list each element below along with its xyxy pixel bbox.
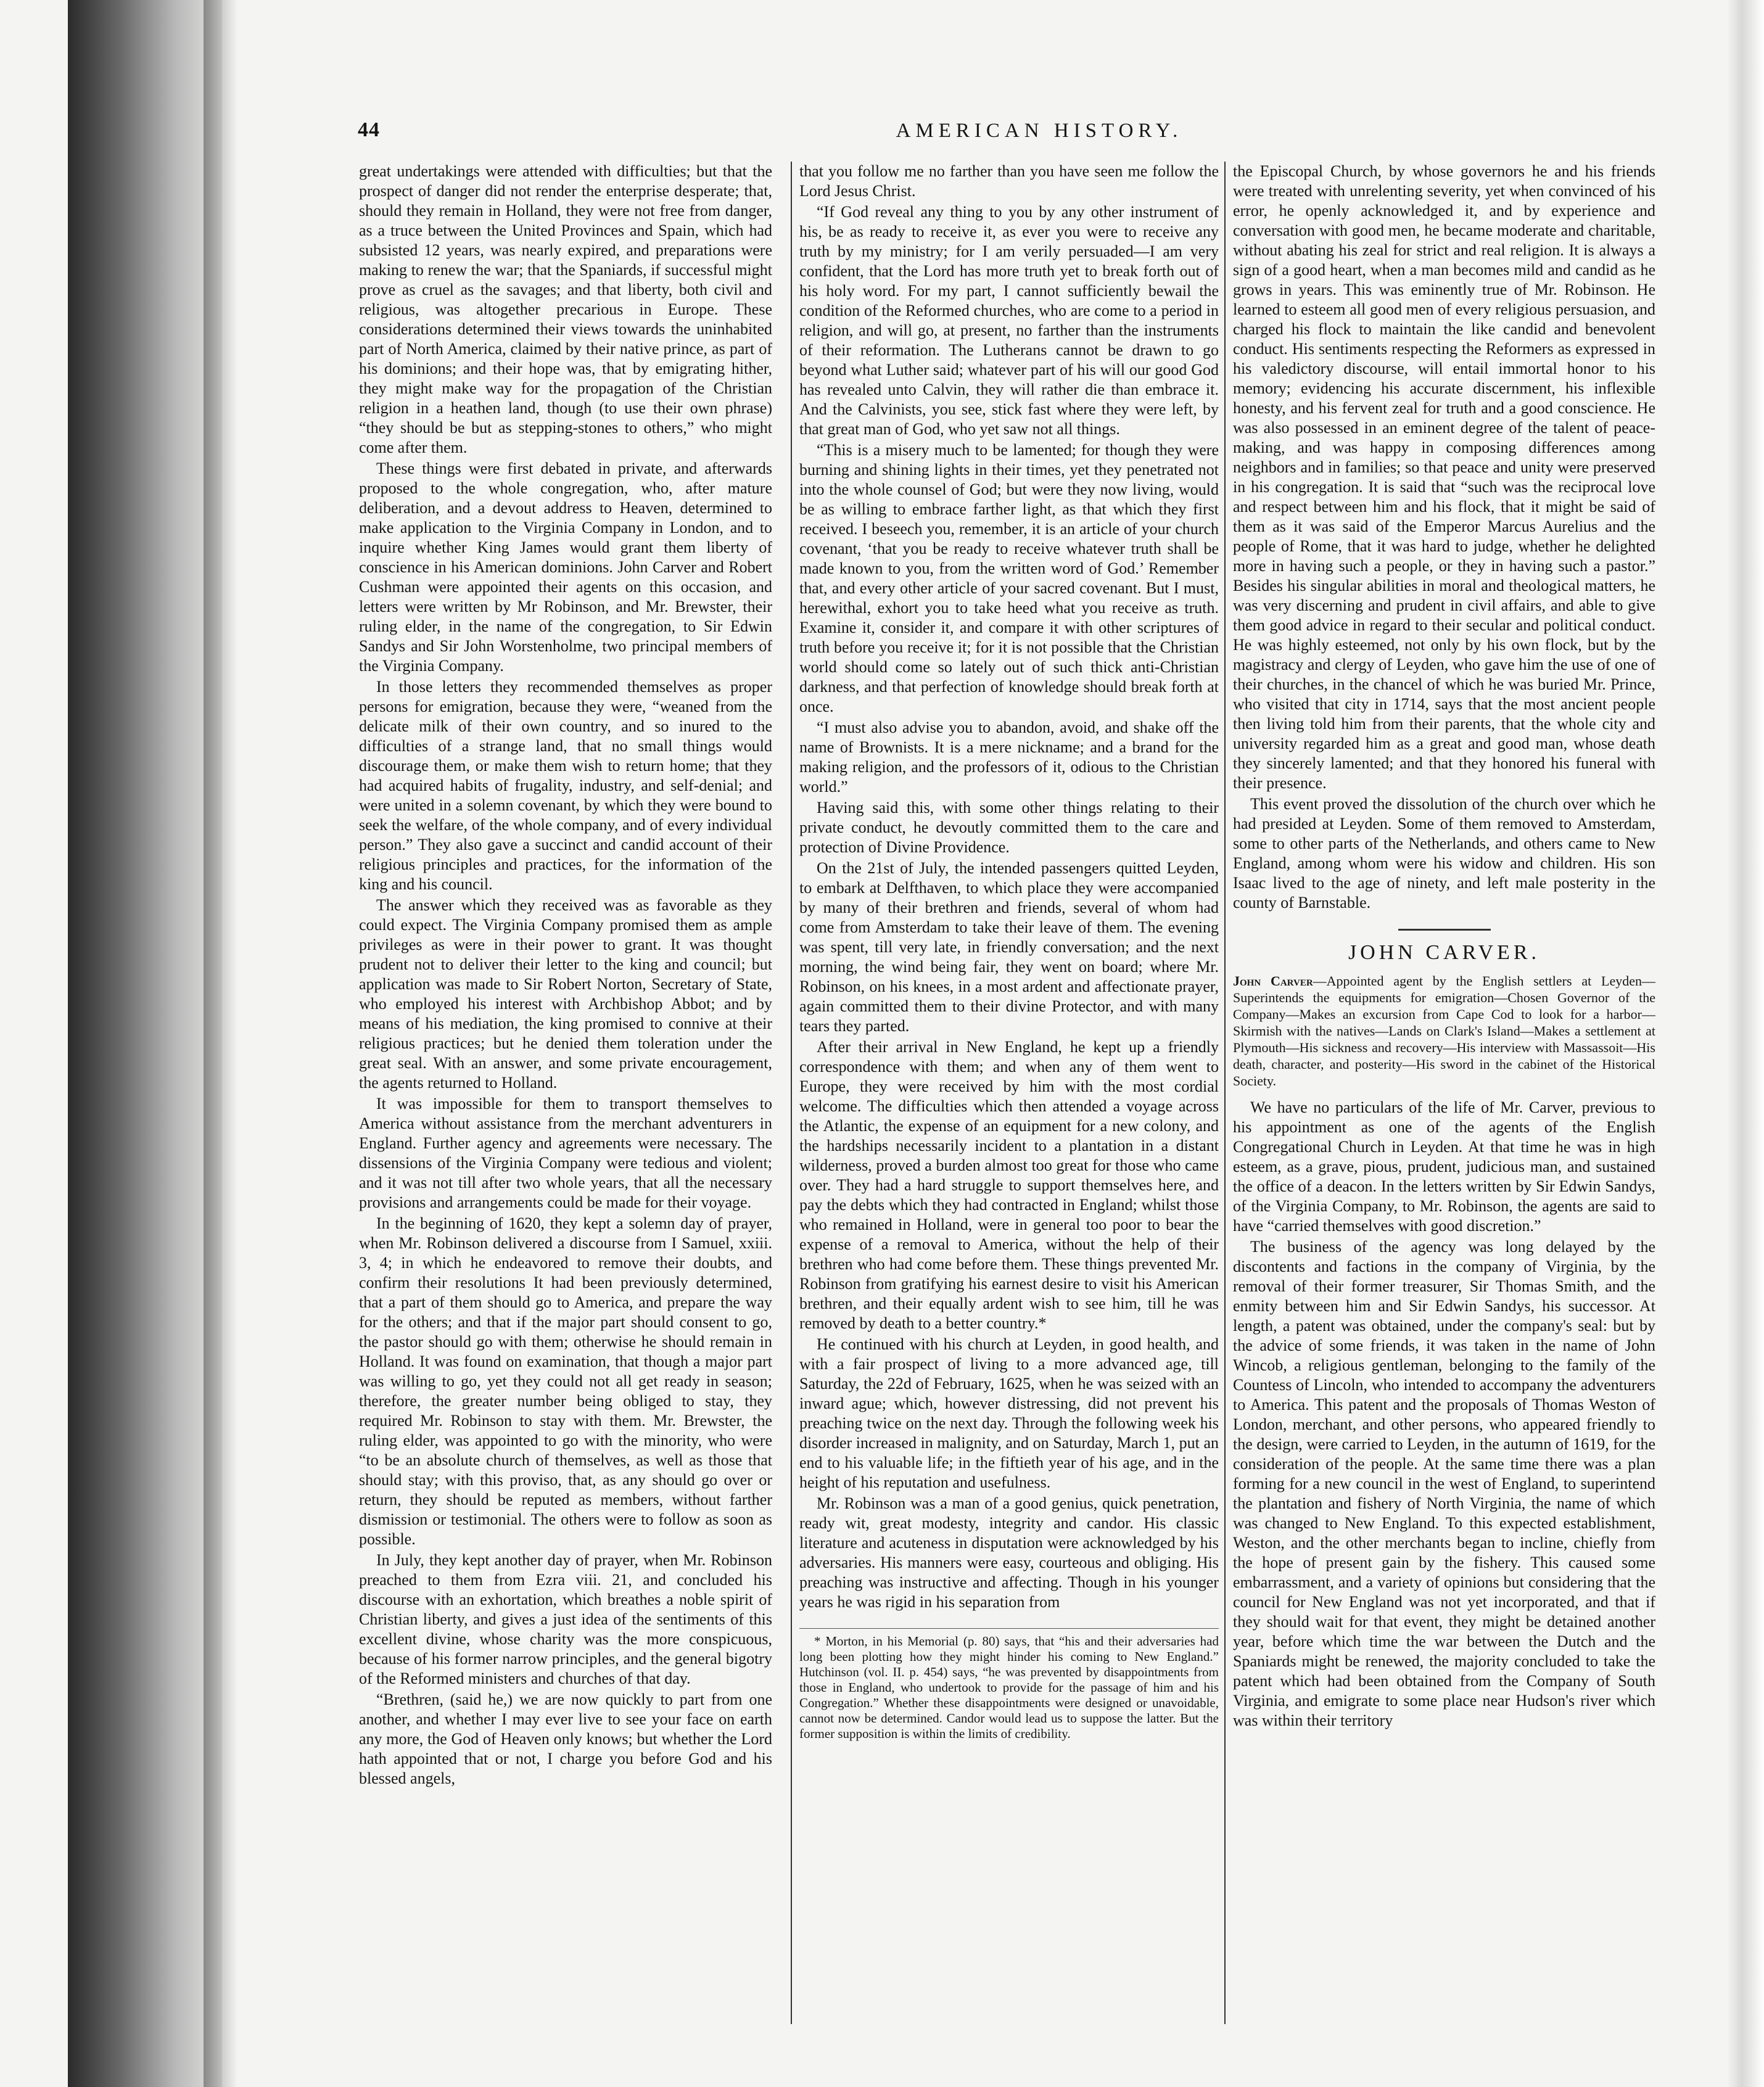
- paragraph: the Episcopal Church, by whose governors he and his friends were treated with unrelenting severity, yet when convinced of his error, he openly acknowledged it, and by experience and conversation with good men, he became moderate and charitable, without abating his zeal for strict and real religion. It is always a sign of a good heart, when a man becomes mild and candid as he grows in years. This was eminently true of Mr. Robinson. He learned to esteem all good men of every religious persuasion, and charged his flock to maintain the like candid and benevolent conduct. His sentiments respecting the Reformers as expressed in his valedictory discourse, will entail immortal honor to his memory; evidencing his accurate discernment, his inflexible honesty, and his fervent zeal for truth and a good conscience. He was also possessed in an eminent degree of the talent of peace-making, and was happy in composing differences among neighbors and in families; so that peace and unity were preserved in his congregation. It is said that “such was the reciprocal love and respect between him and his flock, that it might be said of them as it was said of the Emperor Marcus Aurelius and the people of Rome, that it was hard to judge, whether he delighted more in having such a people, or they in having such a pastor.” Besides his singular abilities in moral and theological matters, he was very discerning and prudent in civil affairs, and able to give them good advice in regard to their secular and political conduct. He was highly esteemed, not only by his own flock, but by the magistracy and clergy of Leyden, who gave him the use of one of their churches, in the chancel of which he was buried Mr. Prince, who visited that city in 1714, says that the most ancient people then living told him from their parents, that the whole city and university regarded him as a great and good man, whose death they sincerely lamented; and that they honored his funeral with their presence.: [1233, 162, 1655, 792]
- paragraph: Mr. Robinson was a man of a good genius, quick penetration, ready wit, great modesty, integrity and candor. His classic literature and acuteness in disputation were acknowledged by his adversaries. His manners were easy, courteous and obliging. His preaching was instructive and affecting. Though in his younger years he was rigid in his separation from: [799, 1494, 1219, 1611]
- paragraph: “I must also advise you to abandon, avoid, and shake off the name of Brownists. It is a mere nickname; and a brand for the making religion, and the professors of it, odious to the Christian world.”: [799, 718, 1219, 796]
- page-number: 44: [358, 118, 380, 141]
- paragraph: On the 21st of July, the intended passengers quitted Leyden, to embark at Delfthaven, to which place they were accompanied by many of their brethren and friends, several of whom had come from Amsterdam to take their leave of them. The evening was spent, till very late, in friendly conversation; and the next morning, the wind being fair, they went on board; where Mr. Robinson, on his knees, in a most ardent and affectionate prayer, again committed them to their divine Protector, and with many tears they parted.: [799, 859, 1219, 1035]
- synopsis-head: John Carver: [1233, 973, 1313, 989]
- paragraph: In those letters they recommended themselves as proper persons for emigration, because they were, “weaned from the delicate milk of their own country, and so inured to the difficulties of a strange land, that no small things would discourage them, or make them wish to return home; that they had acquired habits of frugality, industry, and self-denial; and were united in a solemn covenant, by which they were bound to seek the welfare, of the whole company, and of every individual person.” They also gave a succinct and candid account of their religious principles and practices, for the information of the king and his council.: [359, 678, 772, 893]
- section-title: JOHN CARVER.: [1348, 941, 1541, 964]
- paragraph: Having said this, with some other things relating to their private conduct, he devoutly committed them to the care and protection of Divine Providence.: [799, 799, 1219, 856]
- paragraph: We have no particulars of the life of Mr. Carver, previous to his appointment as one of the agents of the English Congregational Church in Leyden. At that time he was in high esteem, as a grave, pious, prudent, judicious man, and sustained the office of a deacon. In the letters written by Sir Edwin Sandys, of the Virginia Company, to Mr. Robinson, the agents are said to have “carried themselves with good discretion.”: [1233, 1098, 1655, 1235]
- paragraph: that you follow me no farther than you have seen me follow the Lord Jesus Christ.: [799, 162, 1219, 200]
- paragraph: “Brethren, (said he,) we are now quickly to part from one another, and whether I may ever live to see your face on earth any more, the God of Heaven only knows; but whether the Lord hath appointed that or not, I charge you before God and his blessed angels,: [359, 1690, 772, 1787]
- section-synopsis: [1233, 973, 1655, 1089]
- paragraph: He continued with his church at Leyden, in good health, and with a fair prospect of living to a more advanced age, till Saturday, the 22d of February, 1625, when he was seized with an inward ague; which, however distressing, did not prevent his preaching twice on the next day. Through the following week his disorder increased in malignity, and on Saturday, March 1, put an end to his valuable life; in the fiftieth year of his age, and in the height of his reputation and usefulness.: [799, 1335, 1219, 1491]
- paragraph: In July, they kept another day of prayer, when Mr. Robinson preached to them from Ezra viii. 21, and concluded his discourse with an exhortation, which breathes a noble spirit of Christian liberty, and gives a just idea of the sentiments of this excellent divine, whose charity was the more conspicuous, because of his former narrow principles, and the general bigotry of the Reformed ministers and churches of that day.: [359, 1551, 772, 1687]
- gutter-shadow: [204, 0, 237, 2087]
- paragraph: It was impossible for them to transport themselves to America without assistance from the merchant adventurers in England. Further agency and agreements were necessary. The dissensions of the Virginia Company were tedious and violent; and it was not till after two whole years, that all the necessary provisions and arrangements could be made for their voyage.: [359, 1095, 772, 1211]
- footnote-text: * Morton, in his Memorial (p. 80) says, that “his and their adversaries had long been plotting how they might hinder his coming to New England.” Hutchinson (vol. II. p. 454) says, “he was prevented by disappointments from those in England, who undertook to provide for the passage of him and his Congregation.” Whether these disappointments were designed or unavoidable, cannot now be determined. Candor would lead us to suppose the latter. But the former supposition is within the limits of credibility.: [799, 1634, 1219, 1741]
- section-divider: [1398, 929, 1491, 931]
- running-title: AMERICAN HISTORY.: [896, 120, 1183, 142]
- synopsis-text: —Appointed agent by the English settlers at Leyden—Superintends the equipments for emigration—Chosen Governor of the Company—Makes an excursion from Cape Cod to look for a harbor—Skirmish with the natives—Lands on Clark's Island—Makes a settlement at Plymouth—His sickness and recovery—His interview with Massassoit—His death, character, and posterity—His sword in the cabinet of the Historical Society.: [1233, 973, 1655, 1089]
- right-page-edge: [1727, 0, 1764, 2087]
- footnote: [799, 1628, 1219, 1742]
- column-middle: [791, 162, 1219, 2024]
- book-page-edge: [68, 0, 222, 2087]
- paragraph: The business of the agency was long delayed by the discontents and factions in the company of Virginia, by the removal of their former treasurer, Sir Thomas Smith, and the enmity between him and Sir Edwin Sandys, his successor. At length, a patent was obtained, under the company's seal: but by the advice of some friends, it was taken in the name of John Wincob, a religious gentleman, belonging to the family of the Countess of Lincoln, who intended to accompany the adventurers to America. This patent and the proposals of Thomas Weston of London, merchant, and other persons, who appeared friendly to the design, were carried to Leyden, in the autumn of 1619, for the consideration of the people. At the same time there was a plan forming for a new council in the west of England, to superintend the plantation and fishery of North Virginia, the name of which was changed to New England. To this expected establishment, Weston, and the other merchants began to incline, chiefly from the hope of present gain by the fishery. This caused some embarrassment, and a variety of opinions but considering that the council for New England was not yet incorporated, and that if they should wait for that event, they might be detained another year, before which time the war between the Dutch and the Spaniards might be renewed, the majority concluded to take the patent which had been obtained from the Company of South Virginia, and emigrate to some place near Hudson's river which was within their territory: [1233, 1238, 1655, 1729]
- paragraph: “This is a misery much to be lamented; for though they were burning and shining lights in their times, yet they penetrated not into the whole counsel of God; but were they now living, would be as willing to embrace farther light, as that which they first received. I beseech you, remember, it is an article of your church covenant, ‘that you be ready to receive whatever truth shall be made known to you, from the written word of God.’ Remember that, and every other article of your sacred covenant. But I must, herewithal, exhort you to take heed what you receive as truth. Examine it, consider it, and compare it with other scriptures of truth before you receive it; for it is not possible that the Christian world should come so lately out of such thick anti-Christian darkness, and that perfection of knowledge should break forth at once.: [799, 441, 1219, 715]
- paragraph: great undertakings were attended with difficulties; but that the prospect of danger did not render the enterprise desperate; that, should they remain in Holland, they were not free from danger, as a truce between the United Provinces and Spain, which had subsisted 12 years, was nearly expired, and preparations were making to renew the war; that the Spaniards, if successful might prove as cruel as the savages; and that liberty, both civil and religious, was altogether precarious in Europe. These considerations determined their views towards the uninhabited part of North America, claimed by their native prince, as part of his dominions; and their hope was, that by emigrating hither, they might make way for the propagation of the Christian religion in a heathen land, though (to use their own phrase) “they should be but as stepping-stones to others,” who might come after them.: [359, 162, 772, 456]
- paragraph: These things were first debated in private, and afterwards proposed to the whole congregation, who, after mature deliberation, and a devout address to Heaven, determined to make application to the Virginia Company in London, and to inquire whether King James would grant them liberty of conscience in his American dominions. John Carver and Robert Cushman were appointed their agents on this occasion, and letters were written by Mr Robinson, and Mr. Brewster, their ruling elder, in the name of the congregation, to Sir Edwin Sandys and Sir John Worstenholme, two principal members of the Virginia Company.: [359, 459, 772, 675]
- page-header: [358, 111, 1721, 154]
- column-right: [1224, 162, 1655, 2024]
- column-left: [359, 162, 772, 2024]
- paragraph: After their arrival in New England, he kept up a friendly correspondence with them; and when any of them went to Europe, they were received by him with the most cordial welcome. The difficulties which then attended a voyage across the Atlantic, the expense of an equipment for a new colony, and the hardships necessarily incident to a plantation in a distant wilderness, proved a burden almost too great for those who came over. They had a hard struggle to support themselves here, and pay the debts which they had contracted in England; whilst those who remained in Holland, were in general too poor to bear the expense of a removal to America, without the help of their brethren who had come before them. These things prevented Mr. Robinson from gratifying his earnest desire to visit his American brethren, and their equally ardent wish to see him, till he was removed by death to a better country.*: [799, 1038, 1219, 1332]
- paragraph: The answer which they received was as favorable as they could expect. The Virginia Company promised them as ample privileges as were in their power to grant. It was thought prudent not to deliver their letter to the king and council; but application was made to Sir Robert Norton, Secretary of State, who employed his interest with Archbishop Abbot; and by means of his mediation, the king promised to connive at their religious practices; but he denied them toleration under the great seal. With an answer, and some private encouragement, the agents returned to Holland.: [359, 896, 772, 1092]
- paragraph: In the beginning of 1620, they kept a solemn day of prayer, when Mr. Robinson delivered a discourse from I Samuel, xxiii. 3, 4; in which he endeavored to remove their doubts, and confirm their resolutions It had been previously determined, that a part of them should go to America, and prepare the way for the others; and that if the major part should consent to go, the pastor should go with them; otherwise he should remain in Holland. It was found on examination, that though a major part was willing to go, yet they could not all get ready in season; therefore, the greater number being obliged to stay, they required Mr. Robinson to stay with them. Mr. Brewster, the ruling elder, was appointed to go with the minority, who were “to be an absolute church of themselves, as well as those that should stay; with this proviso, that, as any should go over or return, they should be reputed as members, without farther dismission or testimonial. The others were to follow as soon as possible.: [359, 1214, 772, 1548]
- paragraph: This event proved the dissolution of the church over which he had presided at Leyden. Some of them removed to Amsterdam, some to other parts of the Netherlands, and others came to New England, among whom were his widow and children. His son Isaac lived to the age of ninety, and left male posterity in the county of Barnstable.: [1233, 795, 1655, 912]
- paragraph: “If God reveal any thing to you by any other instrument of his, be as ready to receive it, as ever you were to receive any truth by my ministry; for I am verily persuaded—I am very confident, that the Lord has more truth yet to break forth out of his holy word. For my part, I cannot sufficiently bewail the condition of the Reformed churches, who are come to a period in religion, and will go, at present, no farther than the instruments of their reformation. The Lutherans cannot be drawn to go beyond what Luther said; whatever part of his will our good God has revealed unto Calvin, they will rather die than embrace it. And the Calvinists, you see, stick fast where they were left, by that great man of God, who yet saw not all things.: [799, 203, 1219, 438]
